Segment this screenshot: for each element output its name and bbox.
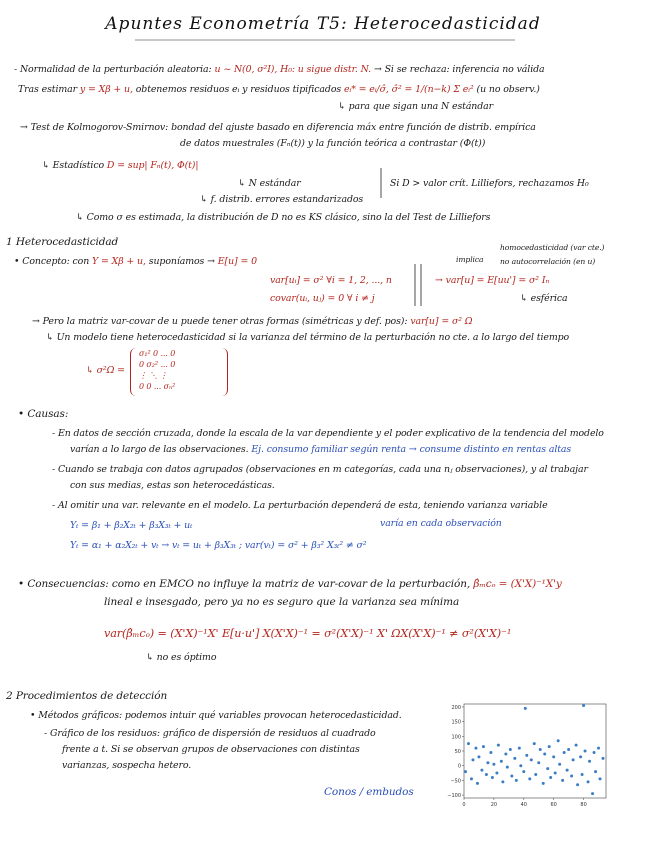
scatter-point [558, 763, 561, 766]
consequences-line [18, 578, 562, 590]
cause-1-text: varían a lo largo de las observaciones. [70, 444, 249, 455]
n-standard-note: ↳ N estándar [238, 178, 301, 189]
scatter-point [561, 779, 564, 782]
omega-lead: ↳ σ²Ω = [86, 365, 125, 376]
scatter-point [581, 773, 584, 776]
lilliefors-note: ↳ Como σ es estimada, la distribución de D no es KS clásico, sino la del Test de Lilliefors [76, 212, 491, 223]
scatter-point [587, 780, 590, 783]
page-title: Apuntes Econometría T5: Heterocedasticidad [105, 14, 541, 34]
scatter-point [593, 751, 596, 754]
scatter-point [591, 792, 594, 795]
residual-scatter-plot [440, 698, 612, 816]
scatter-point [528, 777, 531, 780]
varcovar-line [32, 316, 472, 328]
concept-label: • Concepto: con [14, 256, 90, 267]
scatter-point [519, 764, 522, 767]
residual-plot-line-1: - Gráfico de los residuos: gráfico de dispersión de residuos al cuadrado [44, 728, 376, 739]
matrix-row-4: 0 0 ... σₙ² [139, 382, 176, 391]
scatter-point [501, 780, 504, 783]
cause-1-line-2 [70, 444, 571, 456]
scatter-point [515, 779, 518, 782]
lilliefors-bracket [376, 166, 386, 200]
scatter-point [546, 767, 549, 770]
scatter-point [554, 772, 557, 775]
scatter-point [552, 755, 555, 758]
no-autocorrelation-label: no autocorrelación (en u) [500, 257, 596, 266]
cause-1-line-1: - En datos de sección cruzada, donde la escala de la var dependiente y el poder explicativo de la tendencia del modelo [52, 428, 604, 439]
assumption-mean-zero: E[u] = 0 [217, 256, 257, 267]
x-tick-label: 20 [490, 802, 498, 808]
ks-statistic-formula: D = sup| Fₙ(t), Φ(t)| [106, 160, 199, 171]
scatter-point [491, 776, 494, 779]
scatter-point [509, 748, 512, 751]
scatter-point [471, 758, 474, 761]
scatter-point [597, 747, 600, 750]
spherical-var-eq: → var[u] = E[uu'] = σ² Iₙ [435, 275, 550, 286]
normality-line [14, 64, 544, 76]
ks-test-line-2: de datos muestrales (Fₙ(t)) y la función teórica a contrastar (Φ(t)) [180, 138, 486, 149]
scatter-point [567, 748, 570, 751]
scatter-point [570, 774, 573, 777]
scatter-point [599, 777, 602, 780]
concept-assumed: suponíamos → [148, 256, 215, 267]
normality-consequence: → Si se rechaza: inferencia no válida [373, 64, 545, 75]
scatter-point [533, 742, 536, 745]
scatter-point [492, 763, 495, 766]
scatter-point [506, 766, 509, 769]
assumption-homoscedastic: var[uᵢ] = σ² ∀i = 1, 2, ..., n [270, 275, 392, 286]
scatter-point [539, 748, 542, 751]
homoscedasticity-label: homocedasticidad (var cte.) [500, 243, 605, 252]
scatter-point [542, 782, 545, 785]
scatter-point [522, 770, 525, 773]
y-tick-label: 100 [451, 734, 461, 741]
cause-1-example: Ej. consumo familiar según renta → consume distinto en rentas altas [251, 444, 572, 455]
scatter-point [594, 770, 597, 773]
scatter-point [582, 704, 585, 707]
varcovar-text: → Pero la matriz var-covar de u puede tener otras formas (simétricas y def. pos): [32, 316, 408, 327]
cause-2-line-2: con sus medias, estas son heterocedásticas. [70, 480, 275, 491]
scatter-point [495, 772, 498, 775]
u-not-observed-note: (u no observ.) [476, 84, 540, 95]
scatter-point [470, 777, 473, 780]
normality-label: - Normalidad de la perturbación aleatoria: [14, 64, 212, 75]
scatter-point [489, 751, 492, 754]
scatter-point [575, 744, 578, 747]
scatter-point [588, 760, 591, 763]
cause-3-omitted-eq: Yₜ = α₁ + α₂X₂ₜ + vₜ → vₜ = uₜ + β₃X₃ₜ ; [70, 540, 242, 551]
cause-3-varies-note: varía en cada observación [380, 518, 502, 529]
cause-3-omitted-model [70, 540, 367, 552]
lilliefors-rule: Si D > valor crít. Lilliefors, rechazamos H₀ [390, 178, 589, 189]
residual-plot-line-2: frente a t. Si se observan grupos de observaciones con distintas [62, 744, 360, 755]
causes-heading: • Causas: [18, 408, 69, 420]
scatter-point [486, 761, 489, 764]
residuals-line [18, 84, 540, 96]
scatter-point [530, 758, 533, 761]
model-eq: y = Xβ + u, [79, 84, 133, 95]
spherical-label: ↳ esférica [520, 293, 568, 304]
scatter-point [485, 773, 488, 776]
implies-label: implica [456, 255, 484, 264]
residuals-text: obtenemos residuos eᵢ y residuos tipificados [135, 84, 342, 95]
scatter-point [548, 745, 551, 748]
x-tick-label: 60 [550, 802, 557, 808]
scatter-point [477, 755, 480, 758]
scatter-point [576, 783, 579, 786]
assumption-brace [412, 262, 426, 308]
assumption-no-autocorrelation: covar(uᵢ, uⱼ) = 0 ∀ i ≠ j [270, 293, 375, 304]
y-tick-label: 50 [454, 749, 461, 755]
statistic-label: ↳ Estadístico [42, 160, 105, 171]
scatter-point [510, 774, 513, 777]
ols-variance-equation: var(β̂ₘcₒ) = (X'X)⁻¹X' E[u·u'] X(X'X)⁻¹ = σ²(X'X)⁻¹ X' ΩX(X'X)⁻¹ ≠ σ²(X'X)⁻¹ [104, 627, 512, 640]
heteroscedastic-definition: ↳ Un modelo tiene heterocedasticidad si la varianza del término de la perturbación no cte. a lo largo del tiempo [46, 332, 570, 343]
scatter-point [524, 707, 527, 710]
scatter-point [534, 773, 537, 776]
scatter-point [566, 769, 569, 772]
matrix-row-3: ⋮ ⋱ ⋮ [139, 371, 168, 380]
concept-model: Y = Xβ + u, [92, 256, 146, 267]
statistic-line [42, 160, 198, 172]
section-1-heading: 1 Heterocedasticidad [6, 236, 119, 248]
scatter-point [537, 761, 540, 764]
residual-plot-line-3: varianzas, sospecha hetero. [62, 760, 192, 771]
x-tick-label: 40 [520, 802, 527, 808]
scatter-point [500, 760, 503, 763]
scatter-point [476, 782, 479, 785]
distrib-note: ↳ f. distrib. errores estandarizados [200, 194, 364, 205]
standard-normal-note: ↳ para que sigan una N estándar [338, 101, 494, 112]
matrix-row-2: 0 σ₂² ... 0 [139, 360, 176, 369]
scatter-point [549, 776, 552, 779]
scatter-point [557, 739, 560, 742]
scatter-point [482, 745, 485, 748]
consequences-line-2: lineal e insesgado, pero ya no es seguro que la varianza sea mínima [104, 596, 460, 608]
scatter-point [518, 747, 521, 750]
cause-3-line-1: - Al omitir una var. relevante en el modelo. La perturbación dependerá de esta, teniendo varianza variable [52, 500, 548, 511]
consequences-text: • Consecuencias: como en EMCO no influye la matriz de var-covar de la perturbación, [18, 578, 471, 590]
ols-estimator: β̂ₘcₒ = (X'X)⁻¹X'y [473, 578, 562, 590]
scatter-point [464, 770, 467, 773]
x-tick-label: 80 [580, 802, 587, 808]
cause-3-true-model: Yₜ = β₁ + β₂X₂ₜ + β₃X₃ₜ + uₜ [70, 520, 193, 531]
y-tick-label: 200 [451, 704, 461, 711]
concept-line [14, 256, 257, 268]
scatter-point [543, 752, 546, 755]
title-underline [135, 38, 515, 42]
cones-label: Conos / embudos [324, 786, 414, 798]
ks-test-line: → Test de Kolmogorov-Smirnov: bondad del ajuste basado en diferencia máx entre función de distrib. empírica [20, 122, 536, 133]
cause-3-variance-eq: var(vₜ) = σ² + β₃² X₃ₜ² ≠ σ² [244, 540, 367, 551]
graphic-methods-line: • Métodos gráficos: podemos intuir qué variables provocan heterocedasticidad. [30, 710, 402, 721]
omega-matrix [130, 348, 228, 396]
scatter-point [467, 742, 470, 745]
matrix-row-1: σ₁² 0 ... 0 [139, 349, 176, 358]
scatter-point [579, 755, 582, 758]
y-tick-label: 150 [451, 719, 461, 726]
scatter-point [474, 747, 477, 750]
y-tick-label: −100 [447, 793, 461, 800]
scatter-point [572, 758, 575, 761]
cause-2-line-1: - Cuando se trabaja con datos agrupados (observaciones en m categorías, cada una nⱼ observaciones), y al trabajar [52, 464, 588, 475]
varcovar-omega: var[u] = σ² Ω [410, 316, 473, 327]
not-optimal-note: ↳ no es óptimo [146, 652, 217, 663]
residuals-intro: Tras estimar [18, 84, 78, 95]
scatter-point [504, 752, 507, 755]
scatter-point [584, 750, 587, 753]
scatter-point [563, 751, 566, 754]
scatter-point [513, 757, 516, 760]
y-tick-label: −50 [450, 778, 461, 785]
scatter-point [525, 754, 528, 757]
x-tick-label: 0 [462, 802, 466, 808]
scatter-point [480, 769, 483, 772]
normality-hypothesis: u ~ N(0, σ²I), H₀: u sigue distr. N. [214, 64, 372, 75]
scatter-point [497, 744, 500, 747]
y-tick-label: 0 [457, 763, 461, 770]
section-2-heading: 2 Procedimientos de detección [6, 690, 168, 702]
scatter-point [602, 757, 605, 760]
standardized-residual-formula: eᵢ* = eᵢ/σ̂, σ̂² = 1/(n−k) Σ eᵢ² [343, 84, 474, 95]
